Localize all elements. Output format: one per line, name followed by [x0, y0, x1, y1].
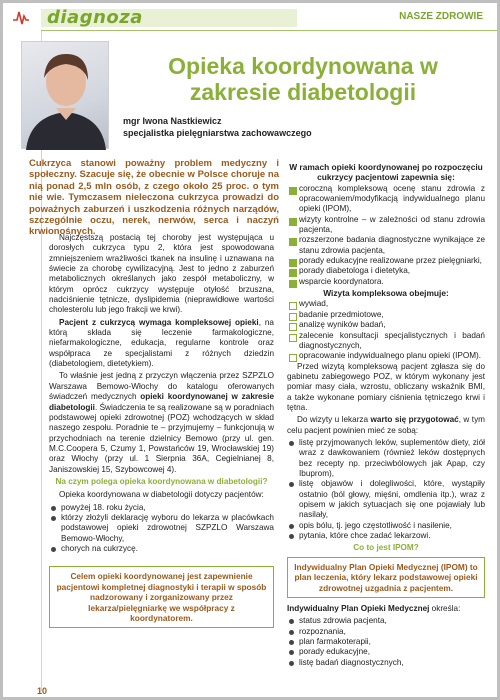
portrait-image — [22, 42, 110, 150]
list-item: porady edukacyjne, — [287, 647, 485, 657]
page — [3, 3, 497, 697]
author-info — [123, 115, 312, 139]
magazine-brand: diagnoza — [47, 7, 143, 28]
paragraph: Indywidualny Plan Opieki Medycznej określa: — [287, 603, 461, 613]
ipom-contents-list — [287, 616, 485, 668]
header-rule — [41, 30, 497, 31]
list-item: opis bólu, tj. jego częstotliwość i nasilenie, — [287, 521, 485, 531]
question-heading: Na czym polega opieka koordynowana w diabetologii? — [55, 476, 268, 486]
author-role: specjalistka pielęgniarstwa zachowawczego — [123, 128, 312, 138]
list-item: pytania, które chce zadać lekarzowi. — [287, 531, 485, 541]
lead-paragraph: Cukrzyca stanowi poważny problem medyczny i społeczny. Szacuje się, że obecnie w Polsce choruje na nią ponad 2,5 mln osób, z czego około 25 proc. o tym nie wie. Tymczasem nieleczona cukrzyca prowadzi do poważnych zaburzeń i uszkodzenia różnych narządów, szczególnie oczu, nerek, nerwów, serca i naczyń krwionośnych. — [29, 158, 279, 238]
list-item: porady edukacyjne realizowane przez pielęgniarki, — [287, 256, 485, 266]
list-item: wsparcie koordynatora. — [287, 277, 485, 287]
bold-text: Pacjent z cukrzycą wymaga kompleksowej opieki — [59, 317, 259, 327]
list-item: rozszerzone badania diagnostyczne wynikające ze stanu zdrowia pacjenta, — [287, 235, 485, 256]
heartbeat-logo-icon — [11, 6, 31, 28]
header — [3, 3, 497, 31]
paragraph: Pacjent z cukrzycą wymaga kompleksowej opieki, na którą składa się leczenie farmakologiczne, niefarmakologiczne, edukacja, regularne kontrole oraz współpraca ze specjalistami z różnych dziedzin (diabetologiem, dietetykiem). — [49, 317, 274, 369]
bold-text: opieki koordynowanej w zakresie diabetologii — [49, 392, 274, 412]
visit-scope-list — [287, 299, 485, 361]
list-item: rozpoznania, — [287, 627, 485, 637]
paragraph: To właśnie jest jedną z przyczyn włączenia przez SZPZLO Warszawa Bemowo-Włochy do katalogu oferowanych świadczeń medycznych opieki koordynowanej w zakresie diabetologii. Świadczenia te są realizowane są w poradniach podstawowej opieki zdrowotnej (POZ) wchodzących w skład naszego zespołu. Poradnie te – przyjmujemy – funkcjonują w przychodniach na terenie dzielnicy Bemowo (przy ul. gen. M.C.Coopera 5, Czumy 1, Powstańców 19, Wrocławskiej 19) oraz Włochy (przy ul. 1 Sierpnia 36A, Cegielnianej 8, Janiszowskiej 15, Szybowcowej 4). — [49, 371, 274, 474]
section-label: NASZE ZDROWIE — [399, 11, 483, 22]
paragraph: Przed wizytą kompleksową pacjent zgłasza się do gabinetu zabiegowego POZ, w którym wykonany jest pomiar masy ciała, wzrostu, obliczany wskaźnik BMI, a także wykonane pomiary ciśnienia tętniczego krwi i tętna. — [287, 361, 485, 412]
patient-criteria-list — [49, 503, 274, 555]
paragraph: Do wizyty u lekarza warto się przygotować, w tym celu pacjent powinien mieć ze sobą: — [287, 415, 485, 435]
paragraph: Opieka koordynowana w diabetologii dotyczy pacjentów: — [59, 490, 264, 500]
author-photo — [21, 41, 109, 149]
services-list — [287, 184, 485, 287]
list-item: porady diabetologa i dietetyka, — [287, 266, 485, 276]
bold-text: Indywidualny Plan Opieki Medycznej — [287, 603, 430, 613]
author-name: mgr Iwona Nastkiewicz — [123, 116, 222, 126]
section-heading: W ramach opieki koordynowanej po rozpoczęciu cukrzycy pacjentowi zapewnia się: — [289, 162, 483, 183]
bold-text: warto się przygotować — [370, 415, 459, 425]
list-item: listę przyjmowanych leków, suplementów diety, ziół wraz z dawkowaniem (również leków dostępnych bez recepty np. przeciwbólowych jak Apap, czy Ibuprom), — [287, 438, 485, 479]
list-item: chorych na cukrzycę. — [49, 544, 274, 554]
article-title: Opieka koordynowana w zakresie diabetologii — [168, 53, 438, 105]
list-item: badanie przedmiotowe, — [287, 310, 485, 320]
goal-box: Celem opieki koordynowanej jest zapewnienie pacjentowi kompletnej diagnostyki i terapii w sposób nadzorowany i zorganizowany przez lekarza/pielęgniarkę we współpracy z koordynatorem. — [49, 566, 274, 628]
list-item: powyżej 18. roku życia, — [49, 503, 274, 513]
page-number: 10 — [37, 686, 48, 696]
paragraph: Najczęstszą postacią tej choroby jest występująca u dorosłych cukrzyca typu 2, która jest spowodowana zmniejszeniem wrażliwości tkanek na insulinę i uznawana na świecie za chorobę cywilizacyjną. Jest to jedno z zaburzeń metabolicznych określanych jako zespół metaboliczny, w którym oprócz cukrzycy występuje otyłość brzuszna, nadciśnienie tętnicze, dyslipidemia (nieprawidłowe wartości cholesterolu lub jego frakcji we krwi). — [49, 233, 274, 315]
list-item: opracowanie indywidualnego planu opieki (IPOM). — [287, 351, 485, 361]
visit-preparation-list — [287, 438, 485, 541]
right-column — [287, 161, 485, 668]
list-item: analizę wyników badań, — [287, 320, 485, 330]
ipom-definition-box: Indywidualny Plan Opieki Medycznej (IPOM) to plan leczenia, który lekarz podstawowej opieki zdrowotnej uzgadnia z pacjentem. — [287, 557, 485, 598]
list-item: zalecenie konsultacji specjalistycznych i badań diagnostycznych, — [287, 331, 485, 352]
list-item: status zdrowia pacjenta, — [287, 616, 485, 626]
list-item: wizyty kontrolne – w zależności od stanu zdrowia pacjenta, — [287, 215, 485, 236]
list-item: listę badań diagnostycznych, — [287, 658, 485, 668]
section-heading: Wizyta kompleksowa obejmuje: — [323, 288, 449, 299]
list-item: listę objawów i dolegliwości, które, wystąpiły ostatnio (ból głowy, mięśni, omdlenia itp.), wraz z opisem w jakich sytuacjach się one pojawiały lub nasilały, — [287, 479, 485, 520]
list-item: plan farmakoterapii, — [287, 637, 485, 647]
list-item: wywiad, — [287, 299, 485, 309]
left-column — [49, 233, 274, 628]
list-item: coroczną kompleksową ocenę stanu zdrowia z opracowaniem/modyfikacją indywidualnego planu opieki (IPOM), — [287, 184, 485, 215]
question-heading: Co to jest IPOM? — [353, 543, 419, 553]
list-item: którzy złożyli deklarację wyboru do lekarza w placówkach podstawowej opieki zdrowotnej SZPZLO Warszawa Bemowo-Włochy, — [49, 513, 274, 544]
